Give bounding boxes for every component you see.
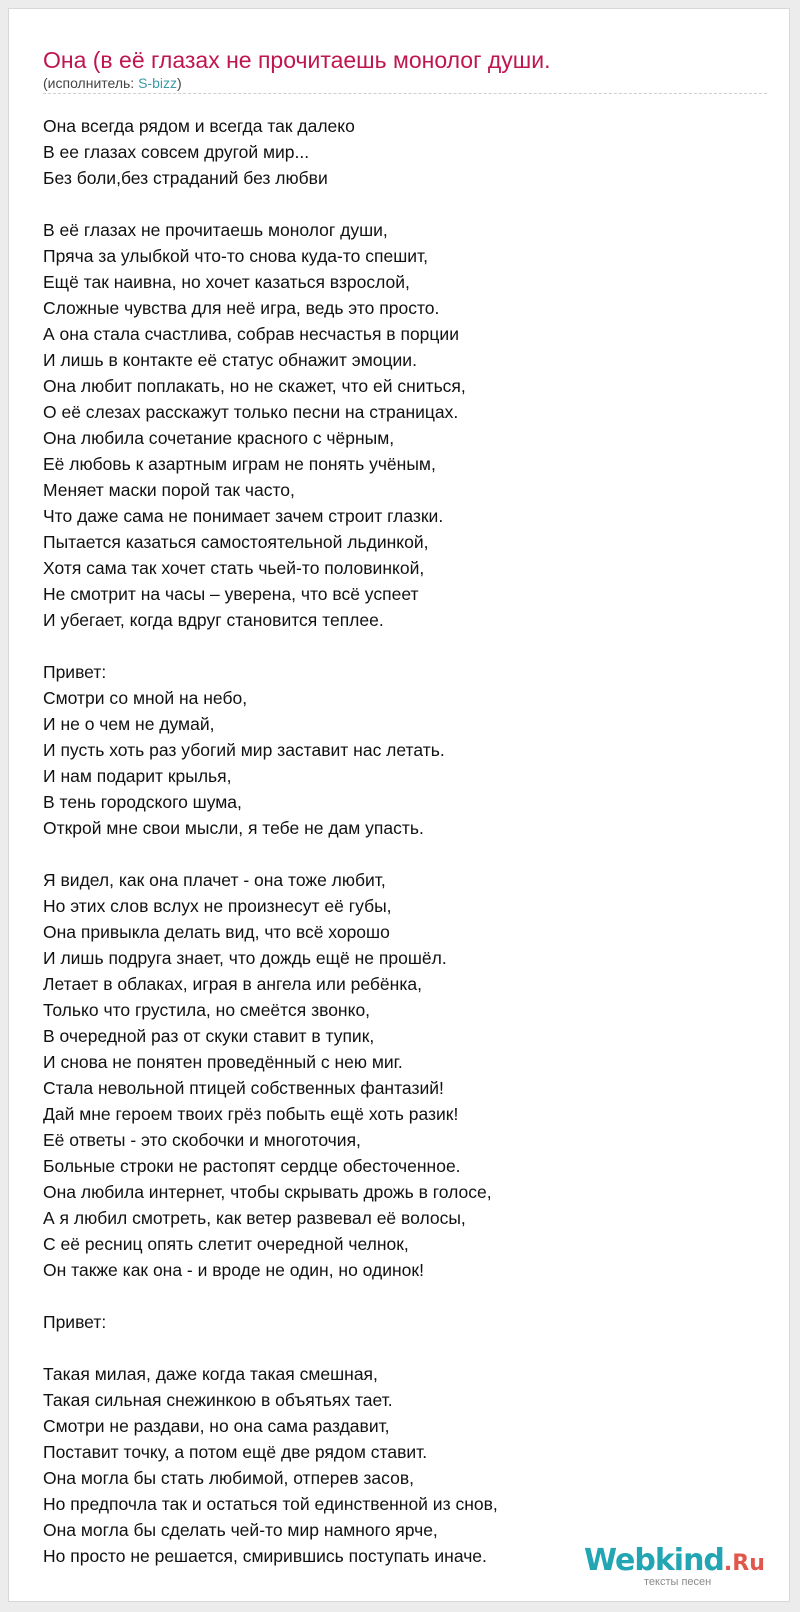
stanza-break <box>43 1283 763 1309</box>
lyric-line: Она могла бы стать любимой, отперев засов, <box>43 1468 415 1488</box>
lyric-line: Стала невольной птицей собственных фантазий! <box>43 1078 444 1098</box>
lyric-line: Больные строки не растопят сердце обесточенное. <box>43 1156 461 1176</box>
lyric-line: И нам подарит крылья, <box>43 766 232 786</box>
lyric-line: И пусть хоть раз убогий мир заставит нас летать. <box>43 740 445 760</box>
stanza-break <box>43 633 763 659</box>
lyric-line: Я видел, как она плачет - она тоже любит, <box>43 870 386 890</box>
lyric-line: В ее глазах совсем другой мир... <box>43 142 310 162</box>
lyrics-body <box>43 113 763 1569</box>
lyric-line: Дай мне героем твоих грёз побыть ещё хоть разик! <box>43 1104 459 1124</box>
lyric-line: Привет: <box>43 662 107 682</box>
lyric-line: И лишь подруга знает, что дождь ещё не прошёл. <box>43 948 447 968</box>
lyric-line: Но просто не решается, смирившись поступать иначе. <box>43 1546 487 1566</box>
lyric-line: Но этих слов вслух не произнесут её губы, <box>43 896 392 916</box>
lyric-line: Меняет маски порой так часто, <box>43 480 295 500</box>
artist-label: (исполнитель: <box>43 75 139 91</box>
lyric-line: Её любовь к азартным играм не понять учёным, <box>43 454 436 474</box>
lyric-line: Смотри со мной на небо, <box>43 688 248 708</box>
stanza-break <box>43 1335 763 1361</box>
artist-link[interactable]: S-bizz <box>138 75 177 91</box>
logo-tagline: тексты песен <box>644 1576 712 1588</box>
stanza-break <box>43 191 763 217</box>
artist-close: ) <box>177 75 182 91</box>
lyric-line: Смотри не раздави, но она сама раздавит, <box>43 1416 390 1436</box>
lyric-line: Поставит точку, а потом ещё две рядом ставит. <box>43 1442 428 1462</box>
lyric-line: Не смотрит на часы – уверена, что всё успеет <box>43 584 419 604</box>
lyric-line: Она могла бы сделать чей-то мир намного ярче, <box>43 1520 438 1540</box>
artist-line <box>43 73 182 93</box>
lyric-line: И лишь в контакте её статус обнажит эмоции. <box>43 350 417 370</box>
lyric-line: Она привыкла делать вид, что всё хорошо <box>43 922 390 942</box>
lyric-line: А я любил смотреть, как ветер развевал её волосы, <box>43 1208 466 1228</box>
site-logo[interactable] <box>584 1544 774 1592</box>
lyric-line: Привет: <box>43 1312 107 1332</box>
lyric-line: Такая сильная снежинкою в объятьях тает. <box>43 1390 393 1410</box>
lyric-line: Сложные чувства для неё игра, ведь это просто. <box>43 298 440 318</box>
lyric-line: Такая милая, даже когда такая смешная, <box>43 1364 378 1384</box>
lyric-line: И снова не понятен проведённый с нею миг. <box>43 1052 403 1072</box>
lyric-line: Только что грустила, но смеётся звонко, <box>43 1000 371 1020</box>
title-divider <box>43 93 767 94</box>
lyric-line: В её глазах не прочитаешь монолог души, <box>43 220 388 240</box>
logo-tld: .Ru <box>723 1551 765 1576</box>
lyric-line: В тень городского шума, <box>43 792 242 812</box>
lyric-line: И не о чем не думай, <box>43 714 215 734</box>
lyric-line: Летает в облаках, играя в ангела или ребёнка, <box>43 974 422 994</box>
lyric-line: В очередной раз от скуки ставит в тупик, <box>43 1026 375 1046</box>
lyric-line: Она всегда рядом и всегда так далеко <box>43 116 355 136</box>
lyric-line: Он также как она - и вроде не один, но одинок! <box>43 1260 424 1280</box>
page-title: Она (в её глазах не прочитаешь монолог души. <box>43 47 551 73</box>
lyric-line: О её слезах расскажут только песни на страницах. <box>43 402 459 422</box>
lyric-line: Она любила интернет, чтобы скрывать дрожь в голосе, <box>43 1182 492 1202</box>
lyric-line: Пряча за улыбкой что-то снова куда-то спешит, <box>43 246 428 266</box>
lyric-line: С её ресниц опять слетит очередной челнок, <box>43 1234 409 1254</box>
lyric-line: Она любит поплакать, но не скажет, что ей сниться, <box>43 376 466 396</box>
lyric-line: Она любила сочетание красного с чёрным, <box>43 428 395 448</box>
lyric-line: Хотя сама так хочет стать чьей-то половинкой, <box>43 558 425 578</box>
logo-name: Webkind <box>584 1543 724 1578</box>
page-container <box>8 8 790 1602</box>
lyric-line: Ещё так наивна, но хочет казаться взрослой, <box>43 272 410 292</box>
lyric-line: Открой мне свои мысли, я тебе не дам упасть. <box>43 818 424 838</box>
lyric-line: Но предпочла так и остаться той единственной из снов, <box>43 1494 498 1514</box>
lyric-line: Пытается казаться самостоятельной льдинкой, <box>43 532 429 552</box>
lyric-line: А она стала счастлива, собрав несчастья в порции <box>43 324 459 344</box>
lyric-line: Что даже сама не понимает зачем строит глазки. <box>43 506 444 526</box>
lyric-line: Без боли,без страданий без любви <box>43 168 328 188</box>
stanza-break <box>43 841 763 867</box>
lyric-line: И убегает, когда вдруг становится теплее. <box>43 610 384 630</box>
lyric-line: Её ответы - это скобочки и многоточия, <box>43 1130 361 1150</box>
